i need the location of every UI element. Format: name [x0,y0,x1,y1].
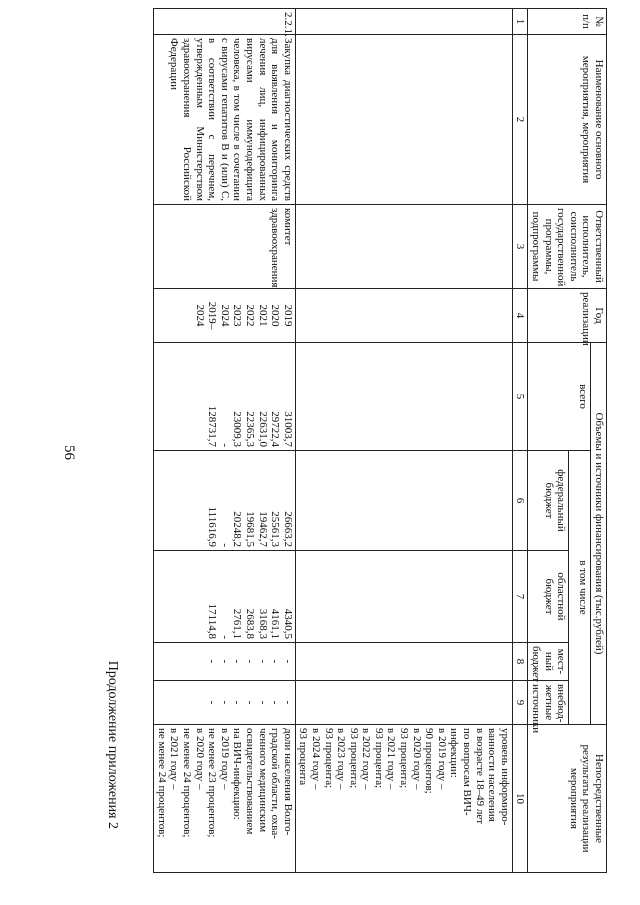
cell-line: ванности населения [486,728,499,822]
col-number: 2 [512,35,528,205]
cell-line: в 2019 году – [435,728,448,790]
cell-line: освидетельствованием [243,728,256,835]
col-number: 8 [512,643,528,681]
cell-line: 3168,3 [256,608,269,639]
cell-line: в 2022 году – [360,728,373,790]
row-total [154,343,296,451]
header-including: в том числе [569,451,591,725]
cell-line: инфекции: [448,728,461,778]
cell-line: 26663,2 [281,511,294,547]
col-number: 3 [512,205,528,289]
col-number: 5 [512,343,528,451]
row-results [154,725,296,873]
cell-line: 93 процента [297,728,310,786]
program-table [153,8,607,873]
cell-line: в 2024 году – [309,728,322,790]
cell-line: в 2023 году – [335,728,348,790]
header-year: Год реализации [528,289,607,343]
cell-line: 2683,8 [243,608,256,639]
cell-line: 2020 [269,304,282,327]
cell-line: 2024 [218,304,231,327]
cell-line: - [206,659,219,664]
row-number: 2.2.1. [154,9,296,35]
header-federal: федеральный бюджет [528,451,569,551]
cell-line: - [218,543,231,547]
cell-line: 2022 [243,304,256,327]
page-number: 56 [61,445,77,460]
cell-line: - [256,659,269,664]
row-years [154,289,296,343]
cell-line: - [218,443,231,447]
cell-line: в 2020 году – [193,728,206,790]
row-executor: комитет здравоохранения [154,205,296,289]
cell-line: - [243,700,256,705]
row-name: Закупка диагностических средств для выявления и мониторинга лечения лиц, инфицированных вирусами иммунодефицита человека, в том числе в сочетании с вирусами гепатитов В и (или) С, в соответствии с перечнем, утвержденным Министерством здравоохранения Российской Федерации [154,35,296,205]
cell-line: 2019 [281,304,294,327]
continuation-label: Продолжение приложения 2 [105,660,120,829]
cell-line: не менее 23 процентов; [206,728,219,838]
cell-line: 22631,0 [256,411,269,447]
continuation-results [295,725,512,873]
cell-line: 2021 [256,304,269,327]
cell-line: - [218,700,231,705]
cell-line: не менее 24 процентов; [181,728,193,838]
table-row [154,9,296,873]
cell-line: ченного медицинским [256,728,269,833]
cell-line: градской области, охва- [269,728,282,839]
cell-line: - [231,700,244,705]
col-number: 4 [512,289,528,343]
cell-line: 25561,3 [269,511,282,547]
cell-line: 111616,9 [206,506,219,547]
col-number: 6 [512,451,528,551]
cell-line: - [281,659,294,664]
cell-line: - [243,659,256,664]
cell-line: - [269,700,282,705]
cell-line: 2019–2024 [193,301,219,330]
cell-line: - [281,700,294,705]
cell-line: 22365,3 [243,411,256,447]
cell-line: 19681,5 [243,511,256,547]
row-regional [154,551,296,643]
header-financing: Объемы и источники финансирования (тыс.рублей) [591,343,607,725]
header-total: всего [528,343,591,451]
cell-line: уровень информиро- [498,728,511,826]
header-results: Непосредственные результаты реализации мероприятия [528,725,607,873]
continuation-row [295,9,512,873]
cell-line: - [269,659,282,664]
cell-line: в 2019 году – [218,728,231,790]
cell-line: - [256,700,269,705]
cell-line: 93 процента; [398,728,411,789]
col-number: 10 [512,725,528,873]
cell-line: 2761,1 [231,608,244,639]
cell-line: - [231,659,244,664]
header-name: Наименование основного мероприятия, мероприятия [528,35,607,205]
results-text [155,728,294,869]
cell-line: 128731,7 [206,405,219,447]
cell-line: 90 процентов; [423,728,436,794]
cell-line: - [218,635,231,639]
cell-line: 93 процента; [347,728,360,789]
col-number: 1 [512,9,528,35]
cell-line: 17114,8 [206,603,219,639]
header-extra: внебюд-жетные источники [528,681,569,725]
cell-line: в 2021 году – [385,728,398,790]
cell-line: 29722,4 [269,411,282,447]
column-number-row [512,9,528,873]
cell-line: в возрасте 18–49 лет [473,728,486,825]
header-local: мест-ный бюджет [528,643,569,681]
cell-line: доли населения Волго- [281,728,294,836]
cell-line: 31003,7 [281,411,294,447]
cell-line: 23009,3 [231,411,244,447]
cell-line: 93 процента; [322,728,335,789]
header-num: № п/п [528,9,607,35]
cell-line: 19462,7 [256,511,269,547]
col-number: 9 [512,681,528,725]
cell-line: 20248,2 [231,511,244,547]
col-number: 7 [512,551,528,643]
row-federal [154,451,296,551]
results-text [297,728,511,869]
cell-line: в 2020 году – [410,728,423,790]
cell-line: 4161,1 [269,608,282,639]
cell-line: 93 процента; [372,728,385,789]
cell-line: - [206,700,219,705]
cell-line: не менее 24 процентов; [155,728,168,838]
cell-line: - [218,659,231,664]
header-regional: областной бюджет [528,551,569,643]
row-extra [154,681,296,725]
cell-line: в 2021 году – [168,728,181,790]
cell-line: на ВИЧ-инфекцию: [231,728,244,820]
header-executor: Ответственный исполнитель, соисполнитель государственной программы, подпрограммы [528,205,607,289]
cell-line: 4340,5 [281,608,294,639]
row-local [154,643,296,681]
cell-line: 2023 [231,304,244,327]
cell-line: по вопросам ВИЧ- [461,728,474,816]
